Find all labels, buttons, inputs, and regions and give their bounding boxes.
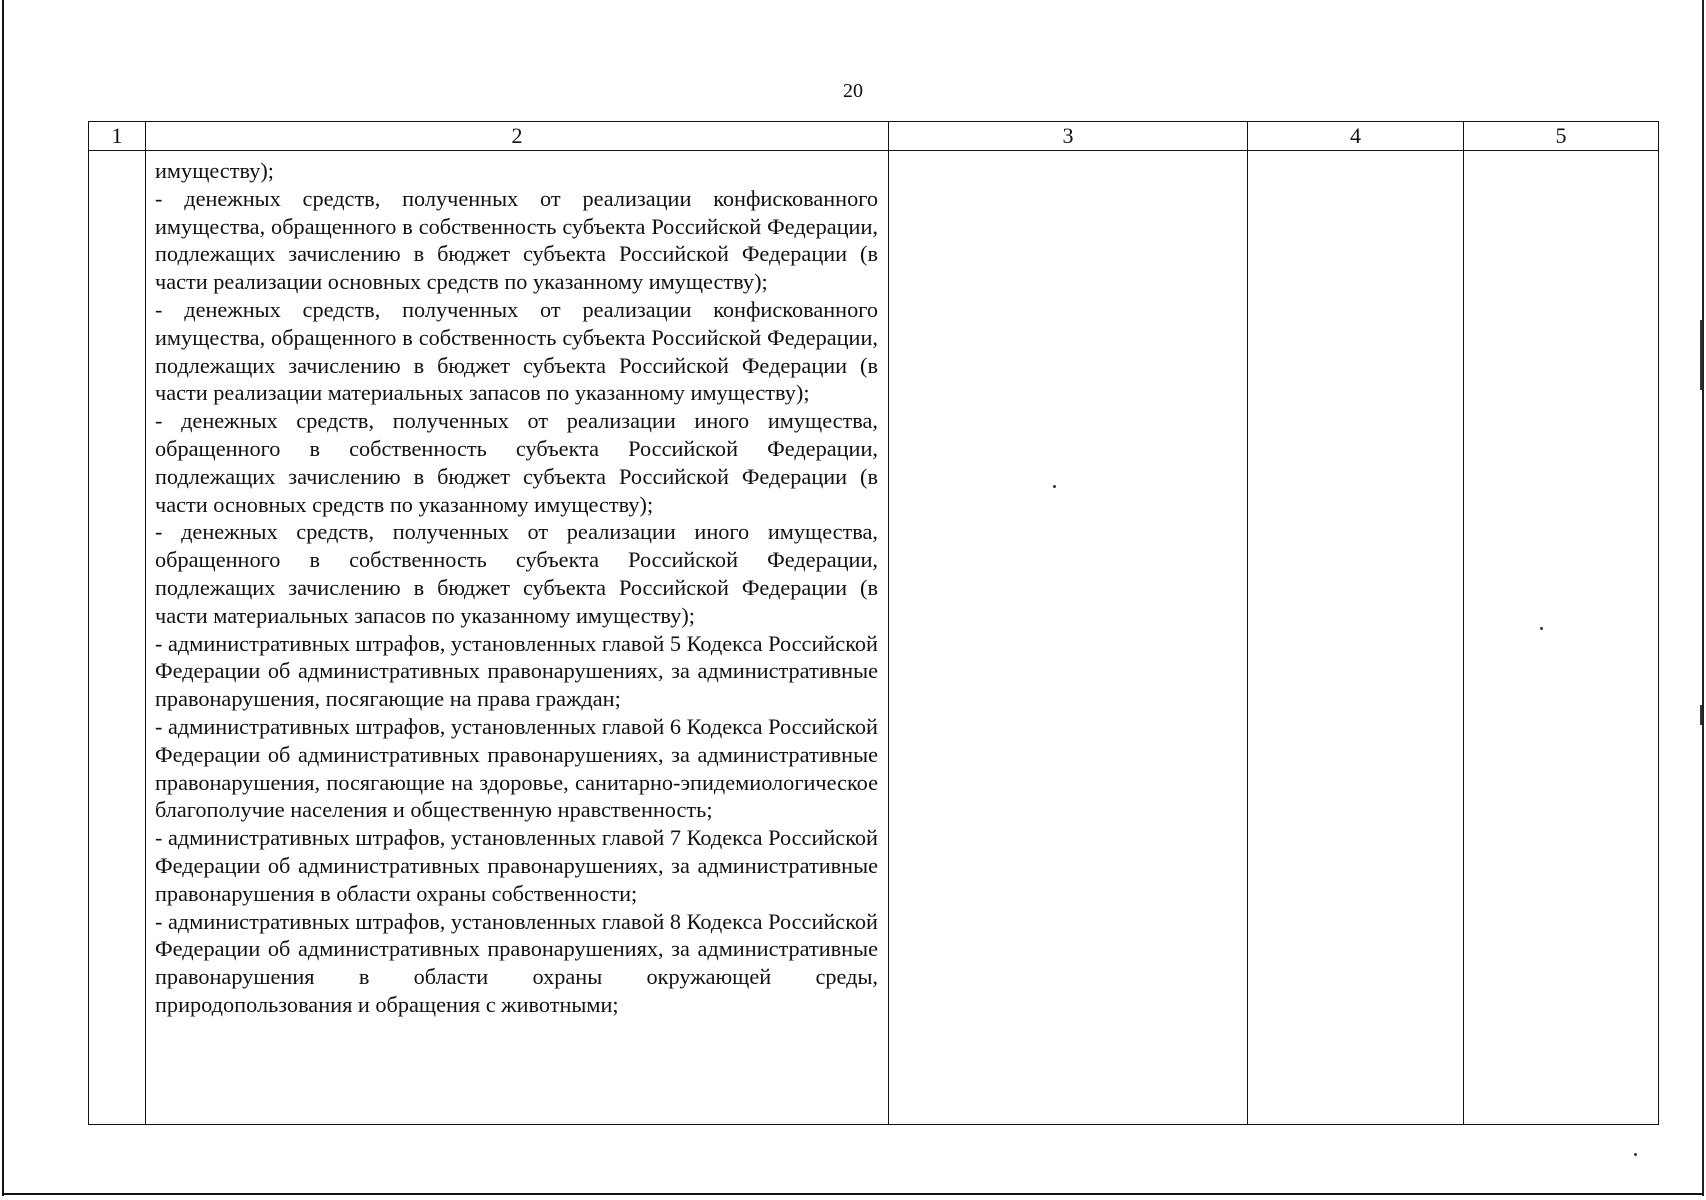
page-number: 20	[843, 80, 863, 102]
table-row	[89, 151, 1659, 1125]
header-col-4: 4	[1248, 122, 1464, 151]
cell-col-3	[889, 151, 1248, 1125]
page-frame-left-edge	[2, 0, 4, 1196]
page-frame-right-edge	[1702, 0, 1704, 1196]
cell-col-5	[1464, 151, 1659, 1125]
header-col-1: 1	[89, 122, 146, 151]
budget-table	[88, 121, 1659, 1125]
scan-edge-mark	[1700, 320, 1702, 390]
cell-col-1	[89, 151, 146, 1125]
scan-edge-mark	[1700, 705, 1702, 725]
revenue-item: - административных штрафов, установленных главой 6 Кодекса Российской Федерации об административных правонарушениях, за административные правонарушения, посягающие на здоровье, санитарно-эпидемиологическое благополучие населения и общественную нравственность;	[155, 713, 878, 823]
scan-speck	[1540, 627, 1543, 630]
revenue-item: - административных штрафов, установленных главой 5 Кодекса Российской Федерации об административных правонарушениях, за административные правонарушения, посягающие на права граждан;	[155, 630, 878, 712]
revenue-item: - денежных средств, полученных от реализации иного имущества, обращенного в собственность субъекта Российской Федерации, подлежащих зачислению в бюджет субъекта Российской Федерации (в части основных средств по указанному имуществу);	[155, 408, 878, 517]
scan-speck	[1053, 485, 1056, 488]
revenue-item: имуществу);	[155, 158, 274, 183]
revenue-item: - административных штрафов, установленных главой 8 Кодекса Российской Федерации об административных правонарушениях, за административные правонарушения в области охраны окружающей среды, природопользования и обращения с животными;	[155, 908, 878, 1017]
table-header-row	[89, 122, 1659, 151]
page-frame-bottom-edge	[2, 1193, 1704, 1195]
cell-col-2-description	[146, 151, 889, 1125]
revenue-item: - денежных средств, полученных от реализации конфискованного имущества, обращенного в собственность субъекта Российской Федерации, подлежащих зачислению в бюджет субъекта Российской Федерации (в части реализации основных средств по указанному имуществу);	[155, 185, 878, 295]
header-col-5: 5	[1464, 122, 1659, 151]
revenue-item: - административных штрафов, установленных главой 7 Кодекса Российской Федерации об административных правонарушениях, за административные правонарушения в области охраны собственности;	[155, 825, 878, 906]
scan-speck	[1634, 1153, 1637, 1156]
header-col-2: 2	[146, 122, 889, 151]
revenue-item: - денежных средств, полученных от реализации иного имущества, обращенного в собственность субъекта Российской Федерации, подлежащих зачислению в бюджет субъекта Российской Федерации (в части материальных запасов по указанному имуществу);	[155, 519, 878, 628]
cell-col-4	[1248, 151, 1464, 1125]
header-col-3: 3	[889, 122, 1248, 151]
revenue-item: - денежных средств, полученных от реализации конфискованного имущества, обращенного в собственность субъекта Российской Федерации, подлежащих зачислению в бюджет субъекта Российской Федерации (в части реализации материальных запасов по указанному имуществу);	[155, 296, 878, 406]
